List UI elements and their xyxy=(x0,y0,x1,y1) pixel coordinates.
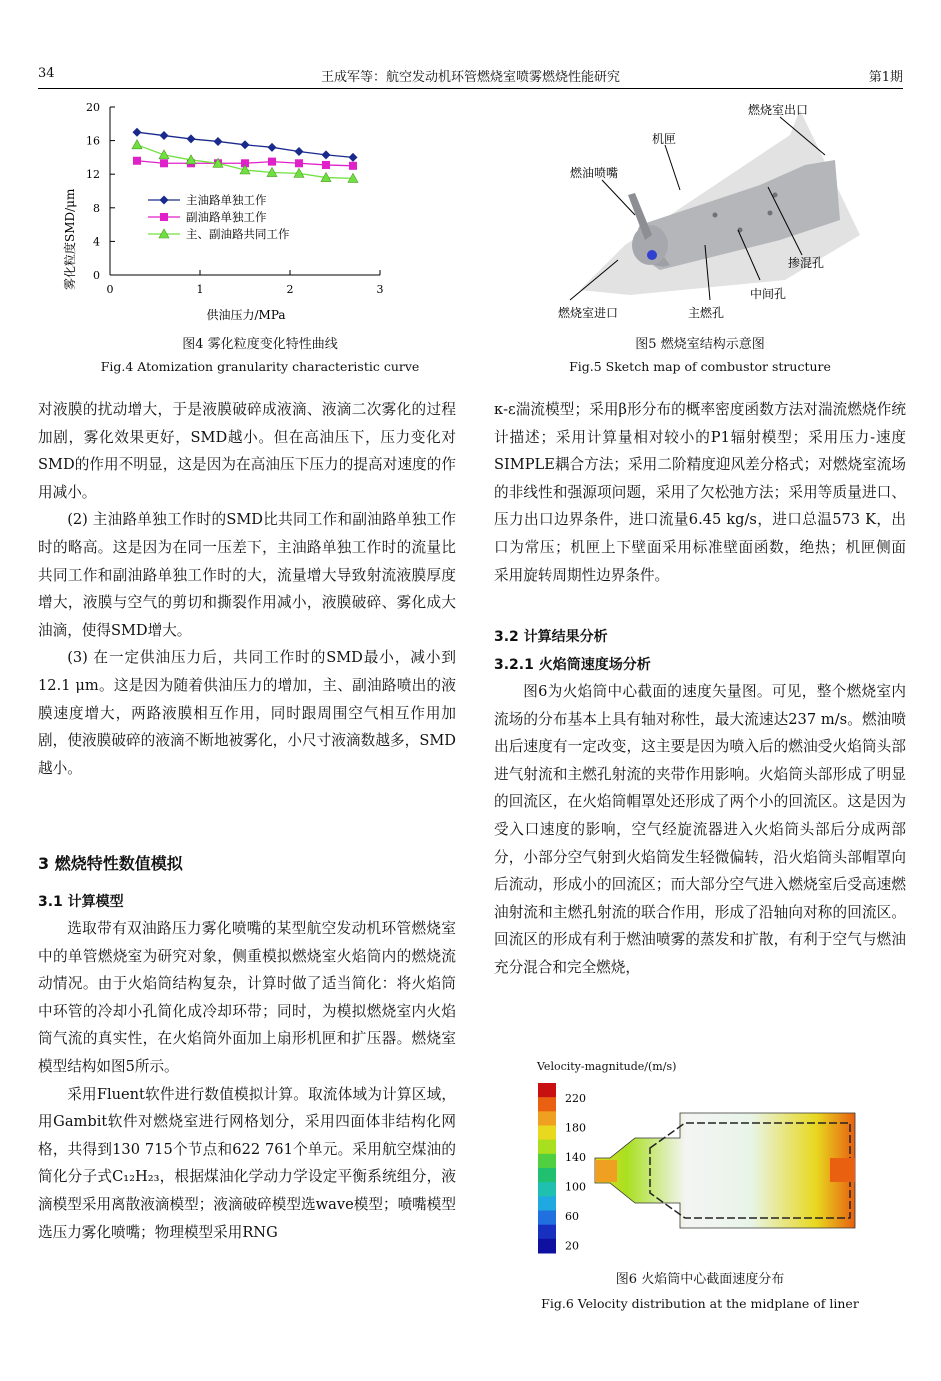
page-number: 34 xyxy=(38,66,55,81)
paragraph: 选取带有双油路压力雾化喷嘴的某型航空发动机环管燃烧室中的单管燃烧室为研究对象，侧重模拟燃烧室火焰筒内的燃烧流动情况。由于火焰筒结构复杂，计算时做了适当简化：将火焰筒中环管的冷却小孔简化成冷却环带；同时，为模拟燃烧室内火焰筒气流的真实性，在火焰筒外面加上扇形机匣和扩压器。燃烧室模型结构如图5所示。 xyxy=(38,920,456,1075)
x-tick-label: 2 xyxy=(286,283,294,296)
data-point xyxy=(133,128,142,137)
fig4-chart xyxy=(40,95,460,327)
outlet-jet xyxy=(830,1158,855,1182)
colorbar-segment xyxy=(538,1168,556,1183)
colorbar-label: 140 xyxy=(565,1151,586,1164)
hole-1 xyxy=(713,213,718,218)
fig5-combustor-sketch xyxy=(540,95,870,325)
right-column-bottom xyxy=(494,678,906,982)
running-title: 王成军等：航空发动机环管燃烧室喷雾燃烧性能研究 xyxy=(320,70,620,85)
y-tick-label: 20 xyxy=(86,101,100,114)
fig6-caption-en: Fig.6 Velocity distribution at the midplane of liner xyxy=(541,1296,859,1311)
label-dilution: 掺混孔 xyxy=(788,256,825,270)
left-column-bottom xyxy=(38,915,456,1246)
liner-flowfield xyxy=(595,1113,855,1228)
paragraph: (2) 主油路单独工作时的SMD比共同工作和副油路单独工作时的略高。这是因为在同一压差下，主油路单独工作时的流量比共同工作和副油路单独工作时的大，流量增大导致射流液膜厚度增大，液膜与空气的剪切和撕裂作用减小，液膜破碎、雾化成大油滴，使得SMD增大。 xyxy=(38,511,456,639)
label-casing: 机匣 xyxy=(652,132,677,146)
y-tick-label: 8 xyxy=(93,201,100,215)
colorbar-segment xyxy=(538,1111,556,1126)
paragraph: 对液膜的扰动增大，于是液膜破碎成液滴、液滴二次雾化的过程加剧，雾化效果更好，SMD越小。但在高油压下，压力变化对SMD的作用不明显，这是因为在高油压下压力的提高对速度的作用减小。 xyxy=(38,401,456,501)
colorbar-segment xyxy=(538,1182,556,1197)
data-point xyxy=(132,140,142,149)
paragraph: (3) 在一定供油压力后，共同工作时的SMD最小，减小到12.1 μm。这是因为随着供油压力的增加，主、副油路喷出的液膜速度增大，两路液膜相互作用，同时跟周围空气相互作用加剧，使液膜破碎的液滴不断地被雾化，小尺寸液滴数越多，SMD越小。 xyxy=(38,649,456,777)
y-axis-label: 雾化粒度SMD/μm xyxy=(63,188,77,290)
data-point xyxy=(322,161,330,169)
colorbar-segment xyxy=(538,1196,556,1211)
section-3-1-title: 3.1 计算模型 xyxy=(38,894,124,910)
data-point xyxy=(160,159,168,167)
paragraph: 采用Fluent软件进行数值模拟计算。取流体域为计算区域，用Gambit软件对燃烧室进行网格划分，采用四面体非结构化网格，共得到130 715个节点和622 761个单元。采用航空煤油的简化分子式C₁₂H₂₃，根据煤油化学动力学设定平衡系统组分，液滴模型采用离散液滴模型；液滴破碎模型选wave模型；喷嘴模型选压力雾化喷嘴；物理模型采用RNG xyxy=(38,1085,456,1241)
fig6-velocity-plot xyxy=(535,1078,865,1258)
y-tick-label: 0 xyxy=(93,269,100,282)
x-tick-label: 3 xyxy=(376,283,384,296)
fig6-legend-title: Velocity-magnitude/(m/s) xyxy=(537,1060,677,1073)
data-point xyxy=(241,140,250,149)
section-3-2-1-title: 3.2.1 火焰筒速度场分析 xyxy=(494,657,651,673)
data-point xyxy=(187,134,196,143)
leader-casing xyxy=(665,145,680,190)
colorbar-label: 220 xyxy=(565,1092,586,1105)
hole-4 xyxy=(768,211,773,216)
data-point xyxy=(268,158,276,166)
data-point xyxy=(159,150,169,159)
inlet-jet xyxy=(595,1160,617,1182)
colorbar-segment xyxy=(538,1097,556,1112)
colorbar-label: 20 xyxy=(565,1239,579,1253)
data-point xyxy=(295,159,303,167)
right-column-top xyxy=(494,396,906,589)
data-point xyxy=(133,157,141,165)
colorbar-segment xyxy=(538,1140,556,1155)
data-point xyxy=(349,162,357,170)
issue-number: 第1期 xyxy=(868,70,903,85)
legend-label: 主油路单独工作 xyxy=(186,193,267,207)
label-middle: 中间孔 xyxy=(750,287,787,301)
colorbar-segment xyxy=(538,1126,556,1141)
colorbar-segment xyxy=(538,1225,556,1240)
y-tick-label: 12 xyxy=(86,168,100,182)
legend-marker xyxy=(160,196,169,205)
data-point xyxy=(295,147,304,156)
data-point xyxy=(268,143,277,152)
section-3-2-title: 3.2 计算结果分析 xyxy=(494,629,608,645)
data-point xyxy=(160,131,169,140)
fig6-caption-cn: 图6 火焰筒中心截面速度分布 xyxy=(615,1272,785,1287)
left-column-top xyxy=(38,396,456,782)
data-point xyxy=(349,153,358,162)
y-tick-label: 16 xyxy=(86,134,100,148)
x-tick-label: 1 xyxy=(196,283,204,296)
paragraph: κ-ε湍流模型；采用β形分布的概率密度函数方法对湍流燃烧作统计描述；采用计算量相对较小的P1辐射模型；采用压力-速度SIMPLE耦合方法；采用二阶精度迎风差分格式；对燃烧室流场的非线性和强源项问题，采用了欠松弛方法；采用等质量进口、压力出口边界条件，进口流量6.45 kg/s，进口总温573 K，出口为常压；机匣上下壁面采用标准壁面函数，绝热；机匣侧面 采用旋转周期性边界条件。 xyxy=(494,401,906,584)
fig4-caption-en: Fig.4 Atomization granularity characteristic curve xyxy=(100,359,420,374)
data-point xyxy=(214,137,223,146)
label-nozzle: 燃油喷嘴 xyxy=(570,166,619,180)
legend-label: 副油路单独工作 xyxy=(186,210,267,224)
label-inlet: 燃烧室进口 xyxy=(558,306,619,320)
colorbar-label: 60 xyxy=(565,1210,579,1223)
colorbar-segment xyxy=(538,1083,556,1098)
colorbar-segment xyxy=(538,1239,556,1254)
colorbar-segment xyxy=(538,1211,556,1226)
legend-label: 主、副油路共同工作 xyxy=(186,227,290,241)
data-point xyxy=(322,150,331,159)
running-header xyxy=(38,66,903,86)
x-axis-label: 供油压力/MPa xyxy=(206,308,286,322)
colorbar-label: 100 xyxy=(565,1180,586,1194)
nozzle-tip xyxy=(647,250,657,260)
colorbar-label: 180 xyxy=(565,1121,586,1135)
label-outlet: 燃烧室出口 xyxy=(748,103,809,117)
colorbar-segment xyxy=(538,1154,556,1169)
label-primary: 主燃孔 xyxy=(688,306,725,320)
fig5-caption-en: Fig.5 Sketch map of combustor structure xyxy=(569,359,831,374)
fig5-caption-cn: 图5 燃烧室结构示意图 xyxy=(635,337,765,352)
paragraph: 图6为火焰筒中心截面的速度矢量图。可见，整个燃烧室内流场的分布基本上具有轴对称性，最大流速达237 m/s。燃油喷出后速度有一定改变，这主要是因为喷入后的燃油受火焰筒头部进气射流和主燃孔射流的夹带作用影响。火焰筒头部形成了明显的回流区，在火焰筒帽罩处还形成了两个小的回流区。这是因为受入口速度的影响，空气经旋流器进入火焰筒头部后分成两部分，小部分空气射到火焰筒发生轻微偏转，沿火焰筒头部帽罩向后流动，形成小的回流区；而大部分空气进入燃烧室后受高速燃油射流和主燃孔射流的联合作用，形成了沿轴向对称的回流区。回流区的形成有利于燃油喷雾的蒸发和扩散，有利于空气与燃油充分混合和完全燃烧， xyxy=(494,683,906,976)
legend-marker xyxy=(160,213,168,221)
header-rule xyxy=(38,88,903,89)
section-3-title: 3 燃烧特性数值模拟 xyxy=(38,854,183,873)
fig4-caption-cn: 图4 雾化粒度变化特性曲线 xyxy=(182,337,338,352)
x-tick-label: 0 xyxy=(106,283,114,296)
y-tick-label: 4 xyxy=(93,235,100,249)
